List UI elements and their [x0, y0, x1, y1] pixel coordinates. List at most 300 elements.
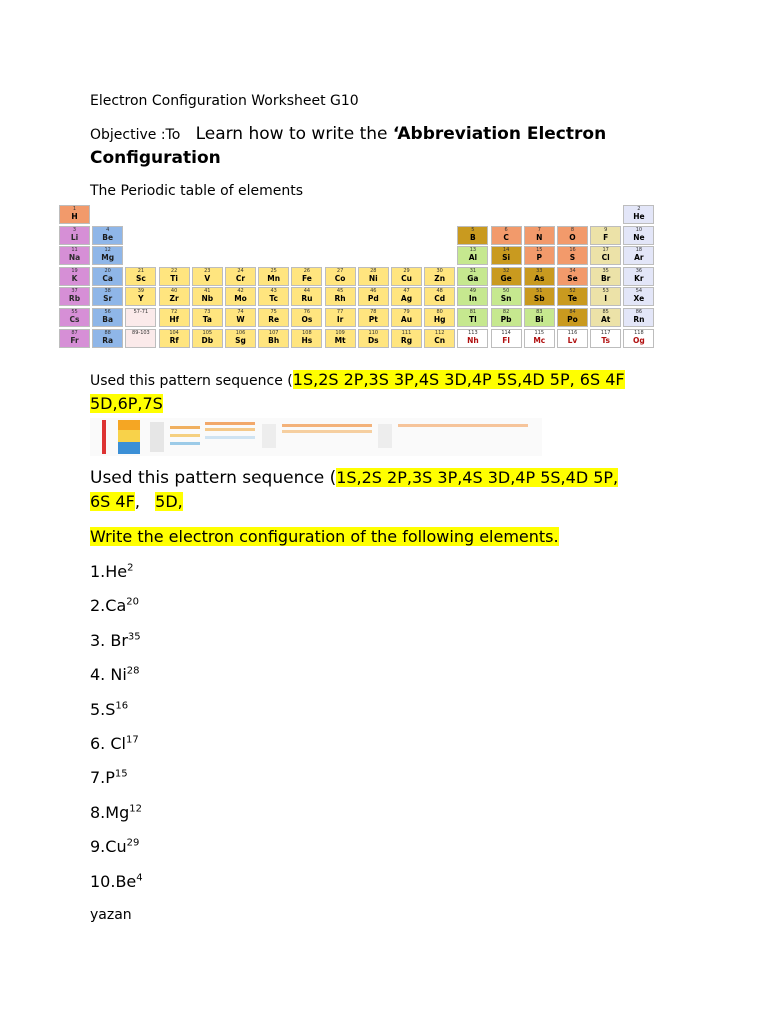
- instruction-line: [90, 527, 559, 546]
- question-label: 9.Cu: [90, 837, 127, 856]
- element-number: 27: [336, 267, 344, 274]
- element-number: 85: [602, 309, 609, 315]
- element-cell: [59, 205, 90, 224]
- question-sup: 4: [136, 872, 143, 884]
- element-number: 39: [137, 288, 145, 295]
- seq-yellow-block: [118, 430, 140, 442]
- question-sup: 35: [127, 631, 141, 643]
- pattern2-prefix: Used this pattern sequence (: [90, 468, 337, 488]
- element-symbol: Sn: [500, 294, 512, 304]
- element-symbol: B: [470, 232, 476, 242]
- element-symbol: Ti: [170, 273, 178, 283]
- element-cell: [557, 267, 588, 286]
- question-sup: 12: [129, 803, 142, 815]
- pattern2-line2: [90, 492, 183, 511]
- element-number: 18: [635, 247, 643, 254]
- element-number: 11: [71, 247, 78, 254]
- element-number: 111: [401, 329, 412, 336]
- element-cell: [258, 287, 289, 306]
- element-cell: [457, 287, 488, 306]
- element-number: 47: [403, 288, 410, 295]
- element-symbol: S: [569, 253, 576, 263]
- instruction-text: Write the electron configuration of the following elements.: [90, 527, 559, 546]
- element-cell: [92, 246, 123, 265]
- element-cell: [225, 308, 256, 327]
- element-cell: [92, 308, 123, 327]
- element-number: 44: [303, 288, 311, 295]
- element-symbol: Zn: [434, 273, 446, 283]
- element-symbol: Ir: [336, 315, 344, 324]
- element-cell: [424, 287, 455, 306]
- question-sup: 17: [125, 734, 139, 746]
- seq-line-7: [282, 424, 372, 427]
- element-symbol: Re: [268, 315, 280, 324]
- element-symbol: Pb: [500, 315, 512, 324]
- element-symbol: Mg: [101, 253, 115, 263]
- element-cell: [291, 329, 322, 348]
- element-cell: [291, 267, 322, 286]
- element-cell: [192, 329, 223, 348]
- element-symbol: Ra: [102, 335, 114, 345]
- element-number: 113: [468, 329, 478, 336]
- element-cell: [590, 287, 621, 306]
- element-symbol: Hg: [433, 315, 446, 324]
- element-cell: [325, 329, 356, 348]
- element-cell: [524, 246, 555, 265]
- element-cell: [358, 287, 389, 306]
- element-number: 9: [604, 226, 608, 233]
- element-symbol: Cr: [235, 273, 246, 283]
- element-number: 2: [637, 206, 641, 212]
- author-name: yazan: [90, 907, 132, 923]
- element-symbol: Tc: [269, 294, 278, 304]
- element-symbol: Cu: [401, 273, 412, 283]
- element-number: 3: [72, 226, 77, 233]
- element-symbol: Ni: [368, 273, 378, 283]
- element-cell: [457, 267, 488, 286]
- element-symbol: Ru: [301, 294, 313, 304]
- question-item: [90, 837, 139, 856]
- element-number: 51: [536, 288, 543, 295]
- element-number: 23: [204, 267, 211, 274]
- element-number: 88: [104, 329, 111, 336]
- element-number: 22: [170, 267, 178, 274]
- element-symbol: Mo: [234, 294, 247, 304]
- element-number: 50: [502, 288, 510, 295]
- element-cell: [623, 287, 654, 306]
- element-symbol: Lv: [567, 335, 578, 345]
- element-number: 24: [237, 267, 244, 274]
- seq-line-5: [205, 428, 255, 431]
- element-number: 89-103: [132, 329, 150, 336]
- pattern1-seq-a: 1S,2S 2P,3S 3P,4S 3D,4P 5S,4D 5P, 6S 4F: [292, 370, 625, 389]
- element-number: 56: [104, 309, 111, 315]
- element-number: 15: [536, 247, 543, 254]
- element-number: 45: [336, 288, 344, 295]
- element-symbol: Kr: [634, 273, 644, 283]
- element-symbol: Hs: [301, 335, 313, 345]
- element-cell: [159, 267, 190, 286]
- element-symbol: Na: [68, 253, 81, 263]
- pattern2-line1: [90, 468, 618, 488]
- element-cell: [358, 329, 389, 348]
- element-number: 114: [501, 329, 511, 336]
- question-item: [90, 665, 140, 684]
- element-symbol: Po: [567, 315, 578, 324]
- element-cell: [125, 267, 156, 286]
- pattern1-seq-b: 5D,6P,7S: [90, 394, 163, 413]
- question-sup: 29: [126, 837, 140, 849]
- element-number: 10: [635, 226, 643, 233]
- element-cell: [258, 308, 289, 327]
- element-symbol: Si: [502, 253, 511, 263]
- element-symbol: Au: [400, 315, 413, 324]
- element-symbol: Mc: [533, 335, 546, 345]
- element-cell: [524, 287, 555, 306]
- element-cell: [557, 246, 588, 265]
- element-cell: [92, 267, 123, 286]
- element-number: 106: [235, 329, 246, 336]
- element-number: 81: [469, 309, 477, 315]
- element-number: 49: [469, 288, 477, 295]
- element-number: 7: [537, 226, 541, 233]
- element-cell: [192, 308, 223, 327]
- seq-red-bar: [102, 420, 106, 454]
- objective-line: [90, 124, 606, 144]
- element-symbol: Rf: [169, 335, 179, 345]
- element-number: 57-71: [133, 309, 149, 315]
- objective-learn: Learn how to write the: [195, 124, 393, 144]
- element-cell: [358, 267, 389, 286]
- element-cell: [590, 267, 621, 286]
- element-symbol: Db: [201, 335, 214, 345]
- element-number: 29: [403, 267, 410, 274]
- element-number: 42: [237, 288, 244, 295]
- element-cell: [623, 267, 654, 286]
- pattern-sequence-image: [90, 418, 542, 456]
- element-cell: [424, 308, 455, 327]
- seq-orange-block: [118, 420, 140, 430]
- question-sup: 28: [126, 665, 140, 677]
- element-symbol: Ba: [102, 315, 114, 324]
- element-number: 72: [170, 309, 178, 315]
- element-cell: [491, 267, 522, 286]
- element-cell: [524, 329, 555, 348]
- seq-line-6: [205, 436, 255, 439]
- element-symbol: Be: [102, 232, 114, 242]
- element-cell: [291, 308, 322, 327]
- element-number: 12: [104, 247, 111, 254]
- element-number: 40: [170, 288, 178, 295]
- element-number: 55: [71, 309, 78, 315]
- element-number: 84: [569, 309, 576, 315]
- element-symbol: At: [600, 315, 611, 324]
- element-number: 16: [569, 247, 576, 254]
- element-cell: [590, 308, 621, 327]
- question-item: [90, 631, 141, 650]
- pattern2-comma: ,: [134, 492, 140, 511]
- seq-line-9: [398, 424, 528, 427]
- element-symbol: Ts: [601, 335, 610, 345]
- element-cell: [491, 308, 522, 327]
- element-number: 117: [600, 329, 611, 336]
- seq-blue-block: [118, 442, 140, 454]
- element-symbol: Cs: [69, 315, 80, 324]
- element-symbol: Os: [301, 315, 313, 324]
- element-number: 104: [169, 329, 179, 336]
- element-number: 37: [71, 288, 78, 295]
- question-label: 6. Cl: [90, 734, 126, 753]
- element-number: 21: [137, 267, 145, 274]
- element-number: 1: [72, 206, 77, 212]
- element-number: 30: [436, 267, 443, 274]
- element-cell: [524, 267, 555, 286]
- element-number: 118: [634, 329, 644, 336]
- question-sup: 16: [115, 700, 129, 712]
- question-sup: 2: [127, 562, 134, 574]
- element-number: 6: [504, 226, 508, 233]
- element-cell: [424, 267, 455, 286]
- element-symbol: Nb: [201, 294, 214, 304]
- element-number: 38: [104, 288, 111, 295]
- element-cell: [258, 267, 289, 286]
- element-cell: [457, 246, 488, 265]
- question-item: [90, 562, 134, 581]
- element-cell: [358, 308, 389, 327]
- element-symbol: Nh: [467, 335, 479, 345]
- element-cell: [291, 287, 322, 306]
- element-cell: [623, 329, 654, 348]
- element-symbol: Ar: [634, 253, 644, 263]
- element-number: 33: [536, 267, 543, 274]
- element-symbol: Br: [600, 273, 611, 283]
- element-number: 52: [569, 288, 576, 295]
- question-item: [90, 700, 128, 719]
- element-number: 8: [570, 226, 575, 233]
- question-item: [90, 803, 142, 822]
- pattern2-seq-b1: 6S 4F: [90, 492, 135, 511]
- element-symbol: In: [468, 294, 477, 304]
- element-cell: [590, 329, 621, 348]
- element-number: 28: [370, 267, 377, 274]
- element-cell: [524, 308, 555, 327]
- element-number: 46: [370, 288, 377, 295]
- pattern1-line2: [90, 394, 163, 413]
- element-symbol: Tl: [469, 315, 477, 324]
- element-symbol: Ag: [400, 294, 413, 304]
- element-symbol: Og: [633, 335, 645, 345]
- element-cell: [557, 329, 588, 348]
- element-number: 43: [270, 288, 277, 295]
- element-number: 75: [270, 309, 277, 315]
- element-cell: [491, 246, 522, 265]
- objective-bold-part1: ‘Abbreviation Electron: [392, 124, 607, 144]
- element-symbol: Sb: [533, 294, 545, 304]
- periodic-table: [59, 205, 657, 351]
- element-cell: [159, 287, 190, 306]
- element-cell: [59, 308, 90, 327]
- element-symbol: Mt: [334, 335, 346, 345]
- element-number: 25: [270, 267, 277, 274]
- element-symbol: Rb: [68, 294, 81, 304]
- element-number: 74: [237, 309, 244, 315]
- element-symbol: K: [71, 273, 78, 283]
- element-cell: [557, 226, 588, 245]
- element-number: 105: [202, 329, 213, 336]
- element-symbol: Te: [567, 294, 578, 304]
- element-symbol: Mn: [267, 273, 281, 283]
- element-symbol: C: [503, 232, 509, 242]
- element-cell: [125, 287, 156, 306]
- element-cell: [258, 329, 289, 348]
- element-symbol: Xe: [633, 294, 645, 304]
- element-number: 31: [469, 267, 477, 274]
- element-number: 20: [104, 267, 111, 274]
- element-number: 13: [469, 247, 477, 254]
- element-number: 86: [635, 309, 643, 315]
- question-label: 8.Mg: [90, 803, 130, 822]
- element-number: 83: [536, 309, 543, 315]
- pattern1-prefix: Used this pattern sequence (: [90, 373, 293, 389]
- element-cell: [59, 226, 90, 245]
- element-cell: [59, 287, 90, 306]
- element-symbol: Rg: [400, 335, 413, 345]
- pattern2-seq-a: 1S,2S 2P,3S 3P,4S 3D,4P 5S,4D 5P,: [336, 468, 619, 487]
- element-cell: [491, 226, 522, 245]
- element-number: 73: [204, 309, 211, 315]
- seq-line-8: [282, 430, 372, 433]
- element-number: 5: [471, 226, 475, 233]
- element-symbol: Li: [70, 232, 79, 242]
- element-symbol: Hf: [169, 315, 179, 324]
- seq-line-1: [170, 426, 200, 429]
- element-cell: [590, 226, 621, 245]
- element-number: 82: [502, 309, 510, 315]
- element-number: 48: [436, 288, 443, 295]
- element-cell: [159, 308, 190, 327]
- worksheet-title: Electron Configuration Worksheet G10: [90, 93, 359, 109]
- element-symbol: O: [569, 232, 576, 242]
- element-cell: [192, 267, 223, 286]
- element-cell: [557, 287, 588, 306]
- element-symbol: Se: [567, 273, 578, 283]
- seq-line-4: [205, 422, 255, 425]
- element-symbol: F: [603, 232, 609, 242]
- element-symbol: Fr: [70, 335, 79, 345]
- element-cell: [325, 308, 356, 327]
- element-cell: [192, 287, 223, 306]
- element-symbol: As: [534, 273, 545, 283]
- element-symbol: W: [236, 315, 245, 324]
- seq-grey-block-3: [378, 424, 392, 448]
- element-symbol: Y: [138, 294, 144, 304]
- element-number: 87: [71, 329, 78, 336]
- element-symbol: Rn: [633, 315, 645, 324]
- element-number: 108: [302, 329, 312, 336]
- element-cell: [457, 226, 488, 245]
- element-symbol: Rh: [334, 294, 346, 304]
- element-number: 80: [436, 309, 443, 315]
- element-number: 35: [602, 267, 609, 274]
- element-number: 14: [502, 247, 510, 254]
- element-symbol: I: [604, 294, 608, 304]
- element-number: 4: [106, 226, 110, 233]
- element-number: 107: [268, 329, 279, 336]
- element-symbol: Sr: [103, 294, 113, 304]
- element-cell: [524, 226, 555, 245]
- element-symbol: Sc: [135, 273, 146, 283]
- question-label: 7.P: [90, 768, 115, 787]
- element-number: 76: [303, 309, 311, 315]
- element-cell: [391, 329, 422, 348]
- element-symbol: Cn: [434, 335, 446, 345]
- seq-grey-block-2: [262, 424, 276, 448]
- element-symbol: Co: [334, 273, 346, 283]
- element-symbol: Pd: [367, 294, 379, 304]
- element-cell: [623, 308, 654, 327]
- question-label: 2.Ca: [90, 596, 127, 615]
- objective-prefix: Objective :To: [90, 127, 181, 143]
- objective-bold-part2: Configuration: [90, 148, 221, 168]
- element-cell: [225, 287, 256, 306]
- element-symbol: Sg: [235, 335, 246, 345]
- element-cell: [457, 308, 488, 327]
- element-cell: [125, 308, 156, 327]
- question-label: 1.He: [90, 562, 128, 581]
- element-symbol: Cd: [434, 294, 446, 304]
- element-number: 36: [635, 267, 643, 274]
- question-item: [90, 596, 139, 615]
- pattern2-seq-b2: 5D,: [155, 492, 183, 511]
- element-cell: [59, 246, 90, 265]
- element-symbol: He: [633, 212, 645, 221]
- element-cell: [623, 205, 654, 224]
- element-number: 26: [303, 267, 311, 274]
- question-label: 3. Br: [90, 631, 128, 650]
- element-number: 53: [602, 288, 609, 295]
- element-cell: [325, 287, 356, 306]
- element-cell: [92, 329, 123, 348]
- element-number: 41: [204, 288, 211, 295]
- element-number: 77: [336, 309, 344, 315]
- question-item: [90, 734, 139, 753]
- periodic-heading: The Periodic table of elements: [90, 183, 304, 199]
- element-number: 34: [569, 267, 576, 274]
- element-symbol: Al: [468, 253, 478, 263]
- element-symbol: Pt: [368, 315, 378, 324]
- element-cell: [457, 329, 488, 348]
- element-cell: [491, 287, 522, 306]
- element-cell: [59, 267, 90, 286]
- element-cell: [491, 329, 522, 348]
- element-symbol: N: [536, 232, 543, 242]
- element-number: 109: [335, 329, 345, 336]
- element-cell: [391, 267, 422, 286]
- element-symbol: Zr: [169, 294, 179, 304]
- element-number: 79: [403, 309, 410, 315]
- element-symbol: Bh: [268, 335, 280, 345]
- element-number: 78: [370, 309, 377, 315]
- element-number: 110: [368, 329, 379, 336]
- element-symbol: Cl: [601, 253, 610, 263]
- element-cell: [92, 226, 123, 245]
- question-label: 10.Be: [90, 872, 137, 891]
- element-cell: [623, 226, 654, 245]
- element-symbol: Ds: [367, 335, 379, 345]
- element-cell: [125, 329, 156, 348]
- question-sup: 20: [126, 596, 139, 608]
- element-symbol: Bi: [535, 315, 544, 324]
